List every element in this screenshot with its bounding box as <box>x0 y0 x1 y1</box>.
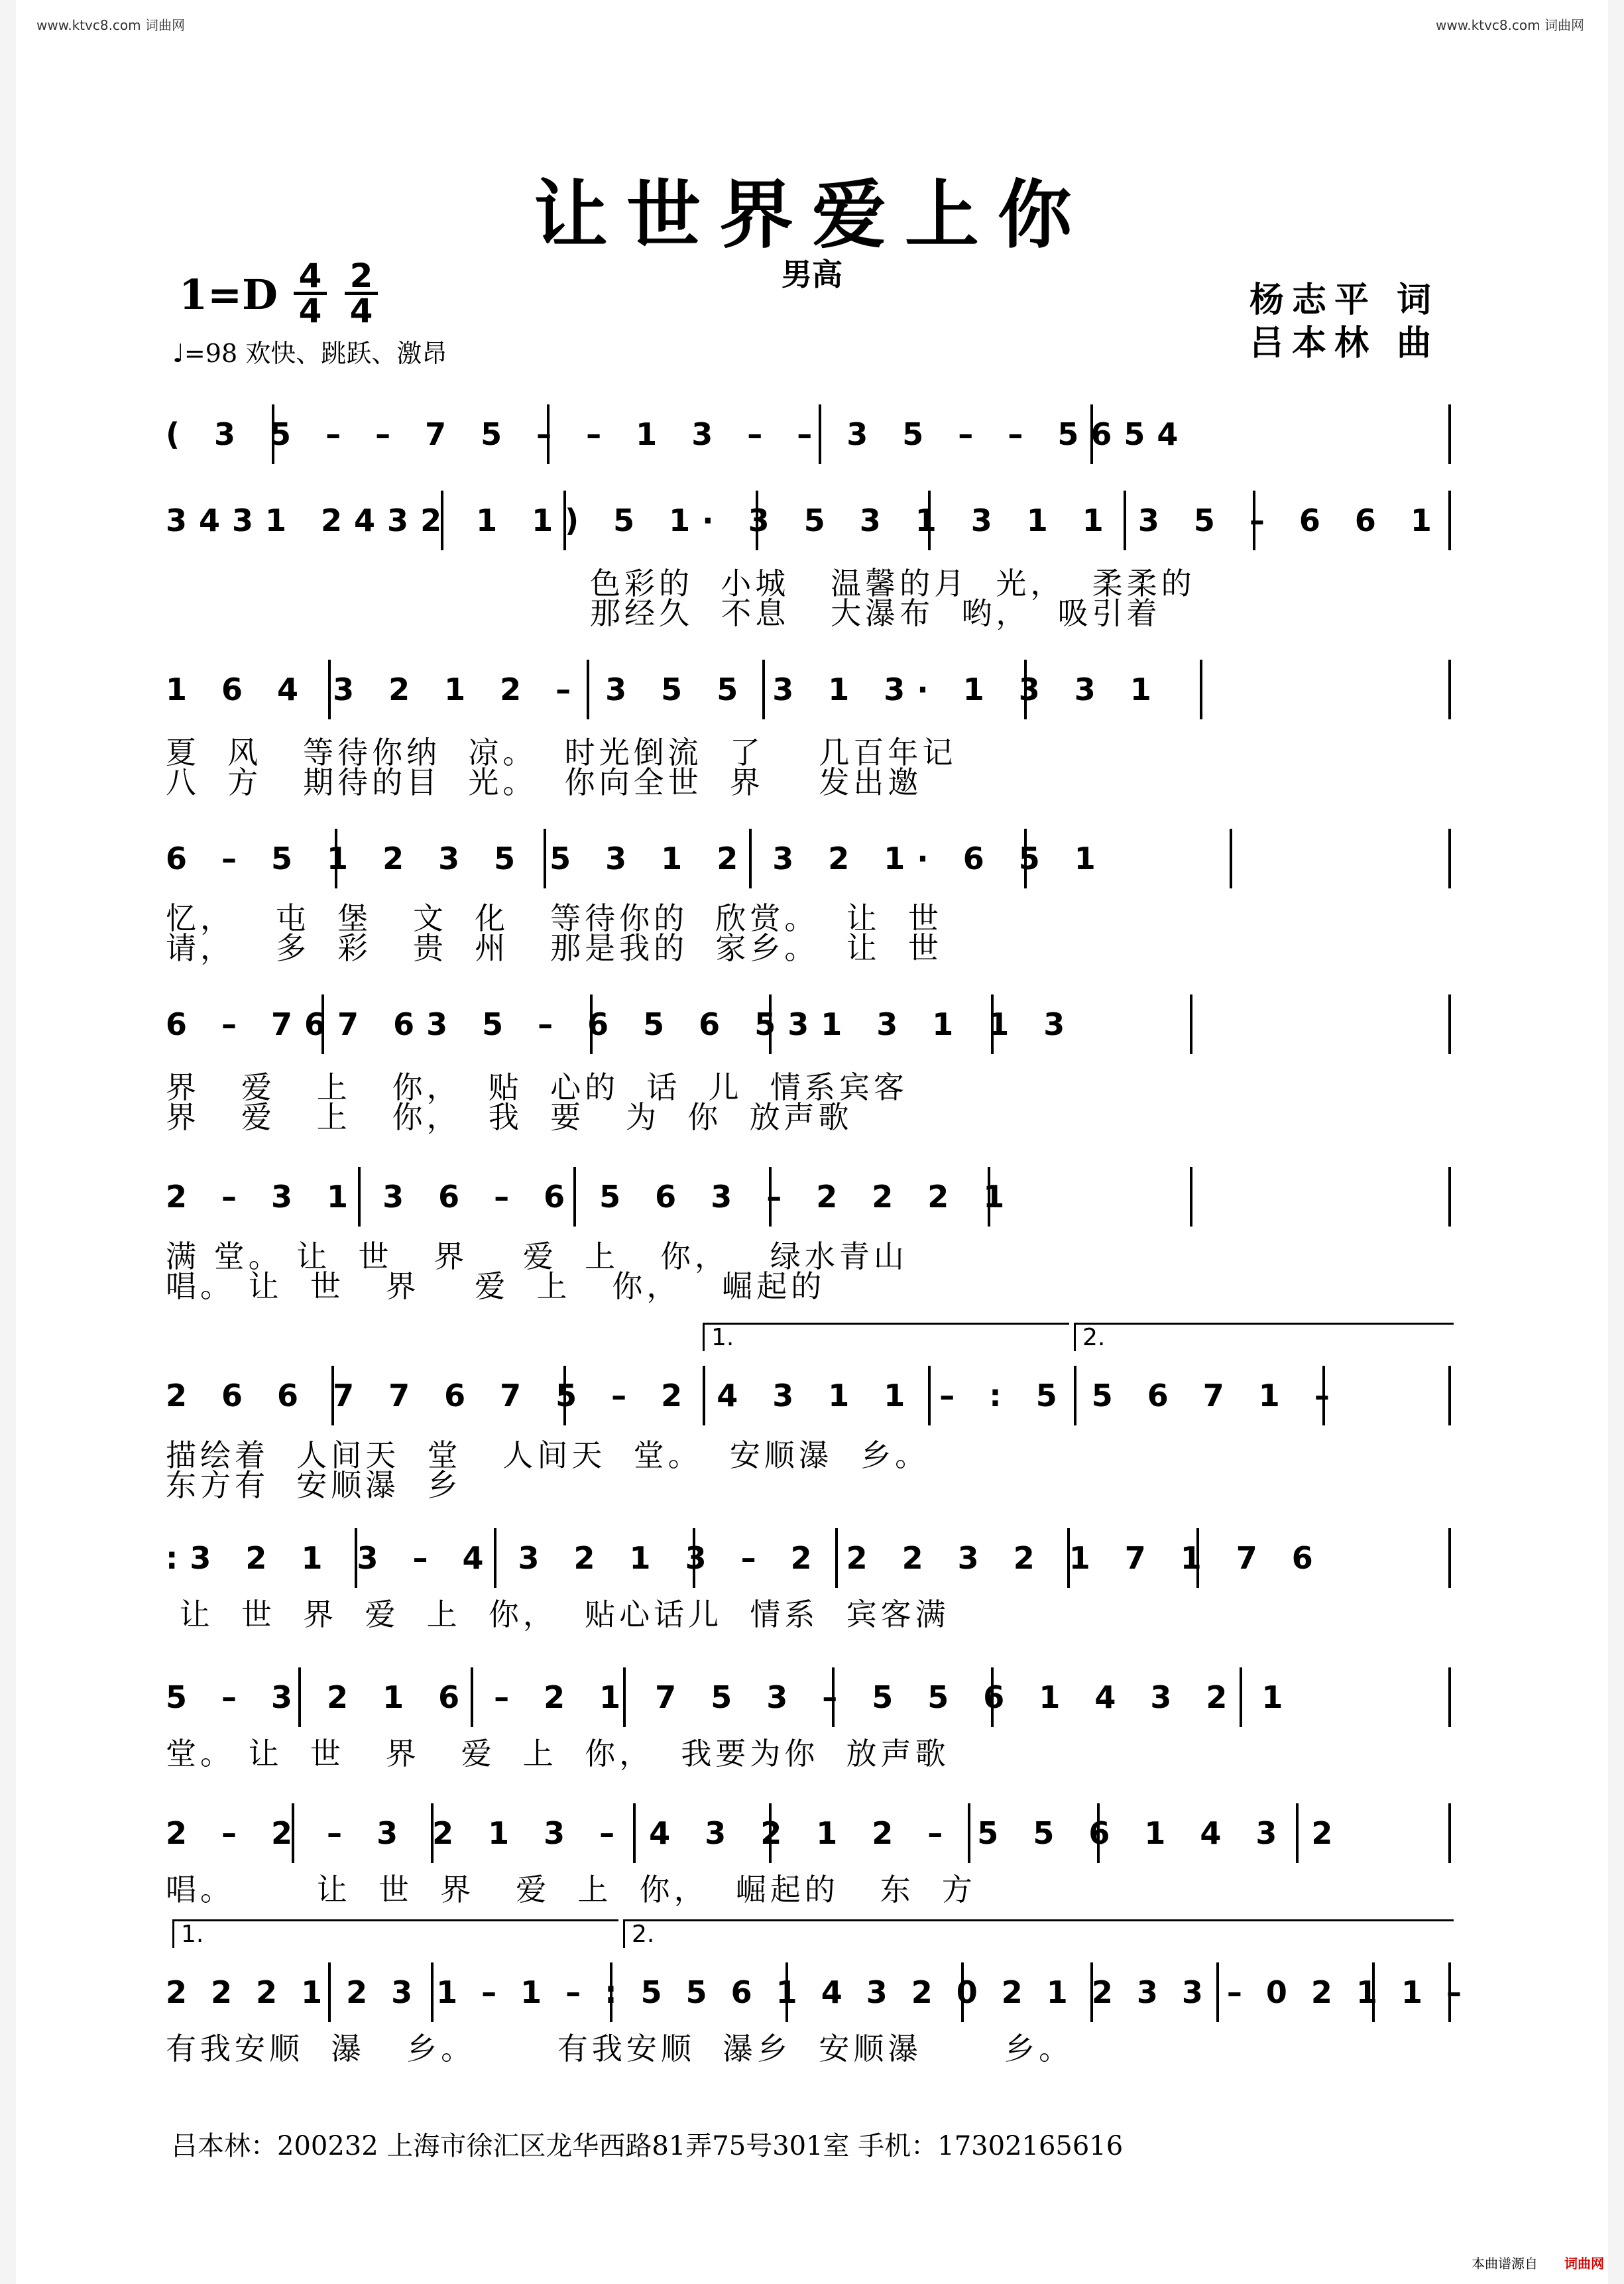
lyric-verse-2: 请， 多 彩 贵 州 那是我的 家乡。 让 世 <box>166 930 943 966</box>
lyric-verse-2: 唱。 让 世 界 爱 上 你， 崛起的 <box>166 1268 826 1304</box>
tempo-marking: ♩=98 欢快、跳跃、激昂 <box>172 339 447 368</box>
barlines <box>166 1667 1458 1734</box>
barlines <box>166 1366 1458 1432</box>
barlines <box>166 829 1458 895</box>
composer-credit: 吕本林 曲 <box>1249 323 1440 363</box>
time-signature-1 <box>294 257 327 330</box>
lyric-verse-1: 堂。 让 世 界 爱 上 你， 我要为你 放声歌 <box>166 1736 950 1772</box>
notation-line: 5 – 3 2 1 6 – 2 1 7 5 3 – 5 5 6 1 4 3 2 1 <box>166 1679 1295 1715</box>
contact-footer: 吕本林：200232 上海市徐汇区龙华西路81弄75号301室 手机：17302165616 <box>171 2131 1124 2161</box>
lyric-verse-1: 让 世 界 爱 上 你， 贴心话儿 情系 宾客满 <box>166 1596 950 1632</box>
lyric-verse-2: 那经久 不息 大瀑布 哟， 吸引着 <box>590 595 1161 631</box>
volta-2: 2. <box>1074 1323 1454 1351</box>
barlines <box>166 1528 1458 1594</box>
lyric-verse-1: 唱。 让 世 界 爱 上 你， 崛起的 东 方 <box>166 1872 976 1907</box>
site-logo-stamp: 词曲网 <box>1564 2255 1604 2271</box>
volta-1: 1. <box>703 1323 1069 1351</box>
notation-line: 3431 2432 1 1) 5 1· 3 5 3 1 3 1 1 3 5 – 6 6 1 <box>166 503 1444 538</box>
time1-bottom: 4 <box>294 292 327 327</box>
time2-bottom: 4 <box>345 292 378 327</box>
barlines <box>166 1167 1458 1233</box>
lyric-verse-2: 东方有 安顺瀑 乡 <box>166 1467 462 1503</box>
notation-line: 2 6 6 7 7 6 7 5 – 2 4 3 1 1 – : 5 5 6 7 1 – <box>166 1378 1342 1413</box>
voice-type: 男高 <box>782 257 842 292</box>
barlines <box>166 1803 1458 1870</box>
header-tag-left: www.ktvc8.com 词曲网 <box>36 17 186 33</box>
lyric-verse-1: 描绘着 人间天 堂 人间天 堂。 安顺瀑 乡。 <box>166 1437 930 1473</box>
lyric-verse-1: 色彩的 小城 温馨的月 光， 柔柔的 <box>590 566 1196 601</box>
lyric-verse-2: 八 方 期待的目 光。 你向全世 界 发出邀 <box>166 764 923 800</box>
song-title: 让世界爱上你 <box>534 172 1090 259</box>
volta-2: 2. <box>623 1919 1454 1948</box>
source-stamp: 本曲谱源自 <box>1472 2255 1538 2271</box>
barlines <box>166 1962 1468 2029</box>
lyric-verse-1: 夏 风 等待你纳 凉。 时光倒流 了 几百年记 <box>166 735 957 770</box>
notation-line: 2 – 3 1 3 6 – 6 5 6 3 – 2 2 2 1 <box>166 1179 1017 1215</box>
notation-line: 1 6 4 3 2 1 2 – 3 5 5 3 1 3· 1 3 3 1 <box>166 672 1163 707</box>
notation-line: 6 – 767 63 5 – 6 5 6 531 3 1 1 3 <box>166 1006 1077 1042</box>
notation-line: :3 2 1 3 – 4 3 2 1 3 – 2 2 2 3 2 1 7 1 7 6 <box>166 1540 1325 1576</box>
lyric-verse-1: 有我安顺 瀑 乡。 有我安顺 瀑乡 安顺瀑 乡。 <box>166 2031 1074 2067</box>
barlines <box>166 660 1458 726</box>
notation-line: 6 – 5 1 2 3 5 5 3 1 2 3 2 1· 6 5 1 <box>166 841 1108 876</box>
lyricist-credit: 杨志平 词 <box>1249 280 1440 320</box>
lyric-verse-1: 界 爱 上 你， 贴 心的 话 儿 情系宾客 <box>166 1069 908 1105</box>
header-tag-right: www.ktvc8.com 词曲网 <box>1435 17 1584 33</box>
volta-1: 1. <box>172 1919 618 1948</box>
barlines <box>166 491 1458 557</box>
left-margin-strip <box>0 0 16 2284</box>
notation-line: 2 2 2 1 2 3 1 – 1 – : 5 5 6 1 4 3 2 0 2 1 2 3 3 – 0 2 1 1 – <box>166 1974 1468 2010</box>
right-margin-strip <box>1608 0 1624 2284</box>
notation-line: 2 – 2 – 3 2 1 3 – 4 3 2 1 2 – 5 5 6 1 4 3 2 <box>166 1815 1345 1851</box>
time1-top: 4 <box>298 257 322 295</box>
key-signature: 1=D <box>179 270 278 319</box>
barlines <box>166 404 1458 471</box>
lyric-verse-2: 界 爱 上 你， 我 要 为 你 放声歌 <box>166 1099 853 1135</box>
time2-top: 2 <box>349 257 373 295</box>
lyric-verse-1: 忆， 屯 堡 文 化 等待你的 欣赏。 让 世 <box>166 900 943 936</box>
notation-line: ( 3 5 – – 7 5 – – 1 3 – – 3 5 – – 5654 <box>166 416 1190 452</box>
lyric-verse-1: 满 堂。 让 世 界 爱 上 你， 绿水青山 <box>166 1238 908 1274</box>
time-signature-2 <box>345 257 378 330</box>
barlines <box>166 994 1458 1061</box>
